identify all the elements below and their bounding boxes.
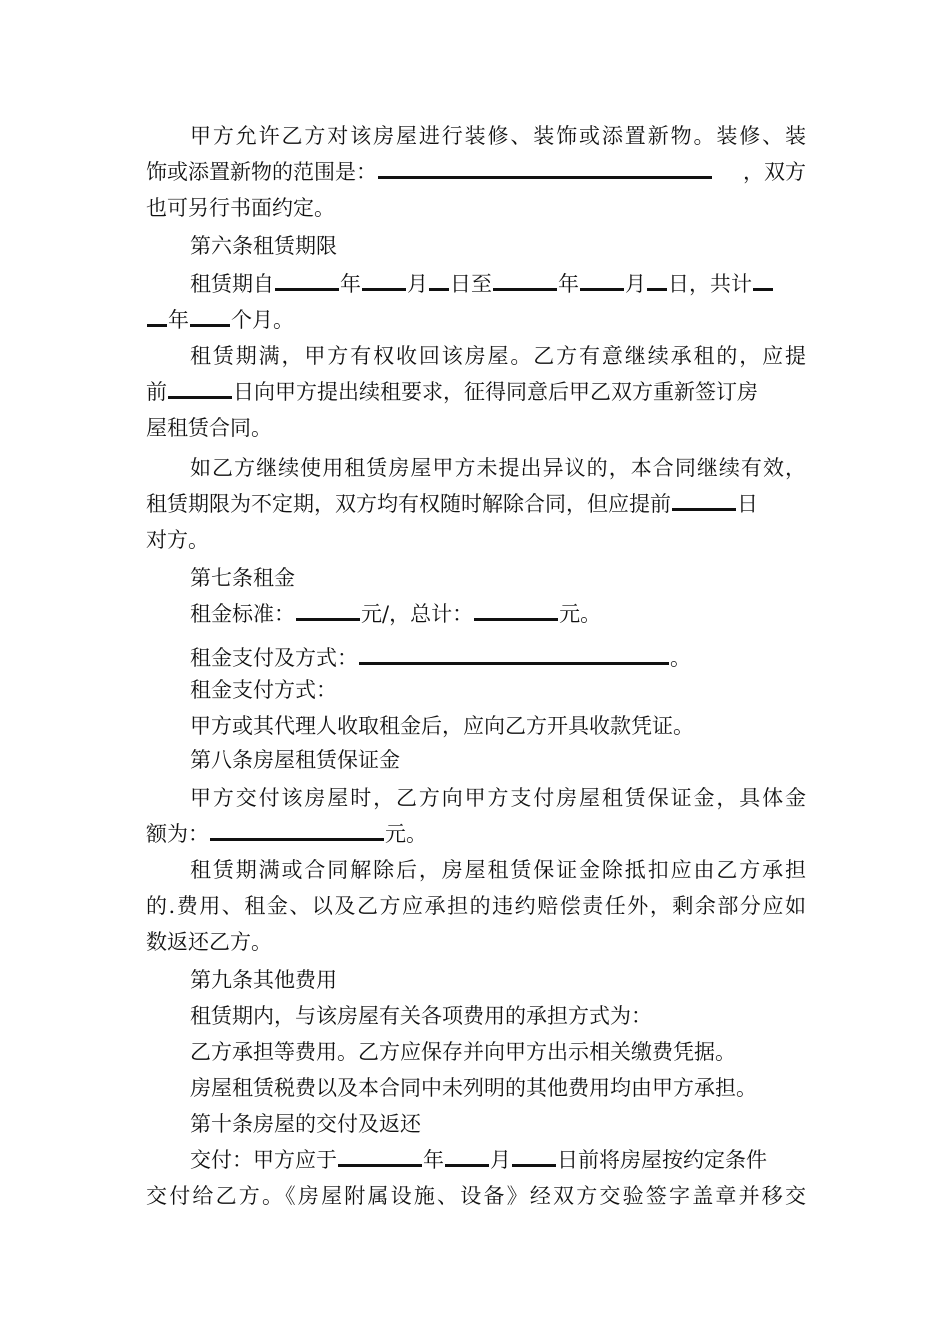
text-span: 日至 bbox=[450, 272, 492, 296]
heading-text: 第八条房屋租赁保证金 bbox=[190, 748, 400, 772]
text-line bbox=[146, 596, 806, 632]
text-line: 甲方允许乙方对该房屋进行装修、装饰或添置新物。装修、装 bbox=[190, 124, 806, 148]
text-line: 数返还乙方。 bbox=[146, 930, 272, 954]
blank-field[interactable] bbox=[672, 490, 736, 511]
text-line: 交付给乙方。《房屋附属设施、设备》经双方交验签字盖章并移交 bbox=[146, 1184, 806, 1208]
paragraph-rent-standard bbox=[146, 596, 806, 632]
text-span: 年 bbox=[340, 272, 361, 296]
text-span: 元。 bbox=[385, 822, 427, 846]
text-span: 月 bbox=[407, 272, 428, 296]
paragraph-tenant-fees bbox=[146, 1034, 806, 1070]
text-line: 租赁期满，甲方有权收回该房屋。乙方有意继续承租的，应提 bbox=[190, 344, 806, 368]
blank-field[interactable] bbox=[359, 644, 669, 665]
text-line bbox=[146, 374, 806, 410]
section-heading-7 bbox=[146, 560, 806, 596]
text-span: 日向甲方提出续租要求，征得同意后甲乙双方重新签订房 bbox=[233, 380, 758, 404]
blank-field[interactable] bbox=[474, 600, 558, 621]
blank-field[interactable] bbox=[275, 270, 339, 291]
paragraph-deposit-refund bbox=[146, 852, 806, 960]
text-line: 甲方或其代理人收取租金后，应向乙方开具收款凭证。 bbox=[190, 714, 694, 738]
text-span: 前 bbox=[146, 380, 167, 404]
text-span: 月 bbox=[625, 272, 646, 296]
text-span: 月 bbox=[490, 1148, 511, 1172]
blank-field[interactable] bbox=[753, 270, 773, 291]
blank-field[interactable] bbox=[580, 270, 624, 291]
text-span: 租赁期限为不定期，双方均有权随时解除合同，但应提前 bbox=[146, 492, 671, 516]
paragraph-fee-bearing bbox=[146, 998, 806, 1034]
text-line bbox=[146, 640, 806, 676]
blank-field[interactable] bbox=[168, 378, 232, 399]
blank-field[interactable] bbox=[338, 1146, 422, 1167]
text-line: 的.费用、租金、以及乙方应承担的违约赔偿责任外，剩余部分应如 bbox=[146, 894, 806, 918]
text-line: 租赁期内，与该房屋有关各项费用的承担方式为： bbox=[190, 1004, 652, 1028]
heading-text: 第十条房屋的交付及返还 bbox=[190, 1112, 421, 1136]
blank-field[interactable] bbox=[147, 306, 167, 327]
text-line: 也可另行书面约定。 bbox=[146, 196, 335, 220]
section-heading-6 bbox=[146, 228, 806, 264]
blank-field[interactable] bbox=[493, 270, 557, 291]
section-heading-9 bbox=[146, 962, 806, 998]
text-span: 租金支付及方式： bbox=[190, 646, 358, 670]
text-line: 对方。 bbox=[146, 528, 209, 552]
text-span: 年 bbox=[558, 272, 579, 296]
paragraph-receipt bbox=[146, 708, 806, 744]
paragraph-deposit bbox=[146, 780, 806, 852]
text-line bbox=[146, 302, 806, 338]
blank-field[interactable] bbox=[210, 820, 384, 841]
blank-field[interactable] bbox=[429, 270, 449, 291]
blank-field[interactable] bbox=[378, 158, 712, 179]
text-span: 日前将房屋按约定条件 bbox=[557, 1148, 767, 1172]
text-span: 饰或添置新物的范围是： bbox=[146, 160, 377, 184]
paragraph-tax-fees bbox=[146, 1070, 806, 1106]
text-span: ，双方 bbox=[743, 160, 806, 184]
text-span: 额为： bbox=[146, 822, 209, 846]
section-heading-8 bbox=[146, 742, 806, 778]
blank-field[interactable] bbox=[190, 306, 230, 327]
text-span: 年 bbox=[423, 1148, 444, 1172]
paragraph-rent-payment bbox=[146, 640, 806, 676]
text-line bbox=[146, 154, 806, 190]
text-line bbox=[146, 266, 806, 302]
text-span: 日，共计 bbox=[668, 272, 752, 296]
blank-field[interactable] bbox=[512, 1146, 556, 1167]
text-span: 个月。 bbox=[231, 308, 294, 332]
blank-field[interactable] bbox=[362, 270, 406, 291]
text-span: 租赁期自 bbox=[190, 272, 274, 296]
paragraph-lease-period bbox=[146, 266, 806, 338]
text-line bbox=[146, 486, 806, 522]
text-span: 元。 bbox=[559, 602, 602, 626]
text-span: 元/，总计： bbox=[361, 602, 474, 626]
text-span: 租金标准： bbox=[190, 602, 295, 626]
text-line: 租金支付方式： bbox=[190, 678, 337, 702]
paragraph-renovation bbox=[146, 118, 806, 226]
text-line: 乙方承担等费用。乙方应保存并向甲方出示相关缴费凭据。 bbox=[190, 1040, 736, 1064]
heading-text: 第六条租赁期限 bbox=[190, 234, 337, 258]
text-line: 租赁期满或合同解除后，房屋租赁保证金除抵扣应由乙方承担 bbox=[190, 858, 806, 882]
blank-field[interactable] bbox=[647, 270, 667, 291]
text-span: 日 bbox=[737, 492, 758, 516]
text-line bbox=[146, 816, 806, 852]
paragraph-indefinite-term bbox=[146, 450, 806, 558]
paragraph-rent-payment-label bbox=[146, 672, 806, 708]
heading-text: 第七条租金 bbox=[190, 566, 295, 590]
paragraph-renewal bbox=[146, 338, 806, 446]
text-line bbox=[146, 1142, 806, 1178]
text-span: 。 bbox=[670, 646, 691, 670]
text-line: 房屋租赁税费以及本合同中未列明的其他费用均由甲方承担。 bbox=[190, 1076, 757, 1100]
heading-text: 第九条其他费用 bbox=[190, 968, 337, 992]
section-heading-10 bbox=[146, 1106, 806, 1142]
paragraph-delivery bbox=[146, 1142, 806, 1214]
text-span: 交付：甲方应于 bbox=[190, 1148, 337, 1172]
blank-field[interactable] bbox=[296, 600, 360, 621]
text-span: 年 bbox=[168, 308, 189, 332]
text-line: 如乙方继续使用租赁房屋甲方未提出异议的，本合同继续有效， bbox=[190, 456, 806, 480]
text-line: 甲方交付该房屋时，乙方向甲方支付房屋租赁保证金，具体金 bbox=[190, 786, 806, 810]
blank-field[interactable] bbox=[445, 1146, 489, 1167]
text-line: 屋租赁合同。 bbox=[146, 416, 272, 440]
